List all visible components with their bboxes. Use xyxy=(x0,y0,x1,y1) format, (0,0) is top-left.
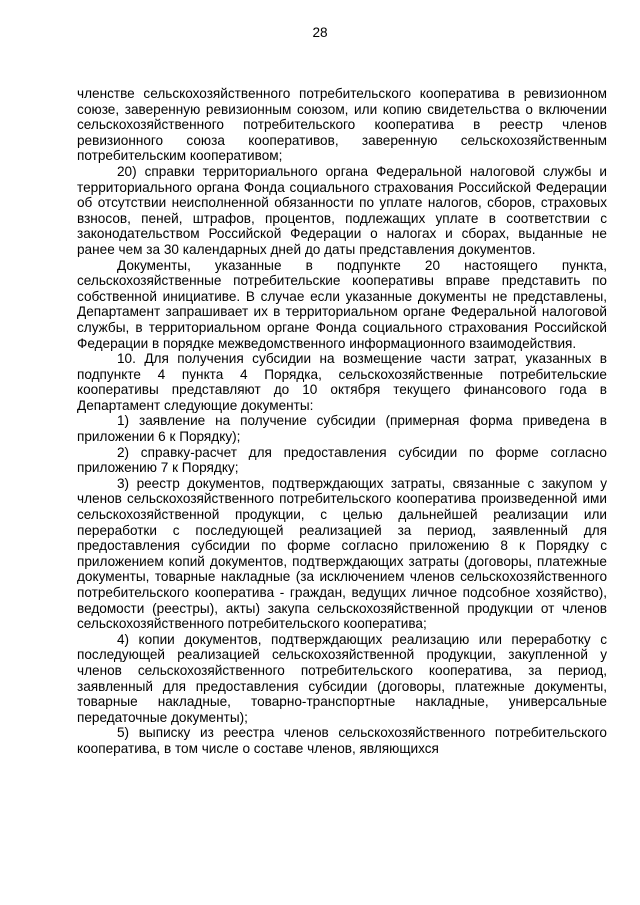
paragraph: 5) выписку из реестра членов сельскохозяйственного потребительского кооператива, в том числе о составе членов, являющихся xyxy=(77,725,607,756)
body-text xyxy=(77,86,607,757)
paragraph: 3) реестр документов, подтверждающих затраты, связанные с закупом у членов сельскохозяйственного потребительского кооператива произведенной ими сельскохозяйственной продукции, с целью дальнейшей реализации или переработки с последующей реализацией за период, заявленный для предоставления субсидии по форме согласно приложению 8 к Порядку с приложением копий документов, подтверждающих затраты (договоры, платежные документы, товарные накладные (за исключением членов сельскохозяйственного потребительского кооператива - граждан, ведущих личное подсобное хозяйство), ведомости (реестры), акты) закупа сельскохозяйственной продукции от членов сельскохозяйственного потребительского кооператива; xyxy=(77,475,607,632)
paragraph: Документы, указанные в подпункте 20 настоящего пункта, сельскохозяйственные потребительские кооперативы вправе представить по собственной инициативе. В случае если указанные документы не представлены, Департамент запрашивает их в территориальном органе Федеральной налоговой службы, в территориальном органе Фонда социального страхования Российской Федерации в порядке межведомственного информационного взаимодействия. xyxy=(77,257,607,351)
page-number: 28 xyxy=(312,25,328,40)
paragraph: 20) справки территориального органа Федеральной налоговой службы и территориального органа Фонда социального страхования Российской Федерации об отсутствии неисполненной обязанности по уплате налогов, сборов, страховых взносов, пеней, штрафов, процентов, подлежащих уплате в соответствии с законодательством Российской Федерации о налогах и сборах, выданные не ранее чем за 30 календарных дней до даты представления документов. xyxy=(77,163,607,257)
paragraph: 1) заявление на получение субсидии (примерная форма приведена в приложении 6 к Порядку); xyxy=(77,413,607,445)
paragraph: 10. Для получения субсидии на возмещение части затрат, указанных в подпункте 4 пункта 4 Порядка, сельскохозяйственные потребительские кооперативы представляют до 10 октября текущего финансового года в Департамент следующие документы: xyxy=(77,351,607,413)
paragraph: членстве сельскохозяйственного потребительского кооператива в ревизионном союзе, заверенную ревизионным союзом, или копию свидетельства о включении сельскохозяйственного потребительского кооператива в реестр членов ревизионного союза кооперативов, заверенную сельскохозяйственным потребительским кооперативом; xyxy=(77,86,607,164)
paragraph: 2) справку-расчет для предоставления субсидии по форме согласно приложению 7 к Порядку; xyxy=(77,444,607,476)
paragraph: 4) копии документов, подтверждающих реализацию или переработку с последующей реализацией сельскохозяйственной продукции, закупленной у членов сельскохозяйственного потребительского кооператива, за период, заявленный для предоставления субсидии (договоры, платежные документы, товарные накладные, товарно-транспортные накладные, универсальные передаточные документы); xyxy=(77,631,607,725)
